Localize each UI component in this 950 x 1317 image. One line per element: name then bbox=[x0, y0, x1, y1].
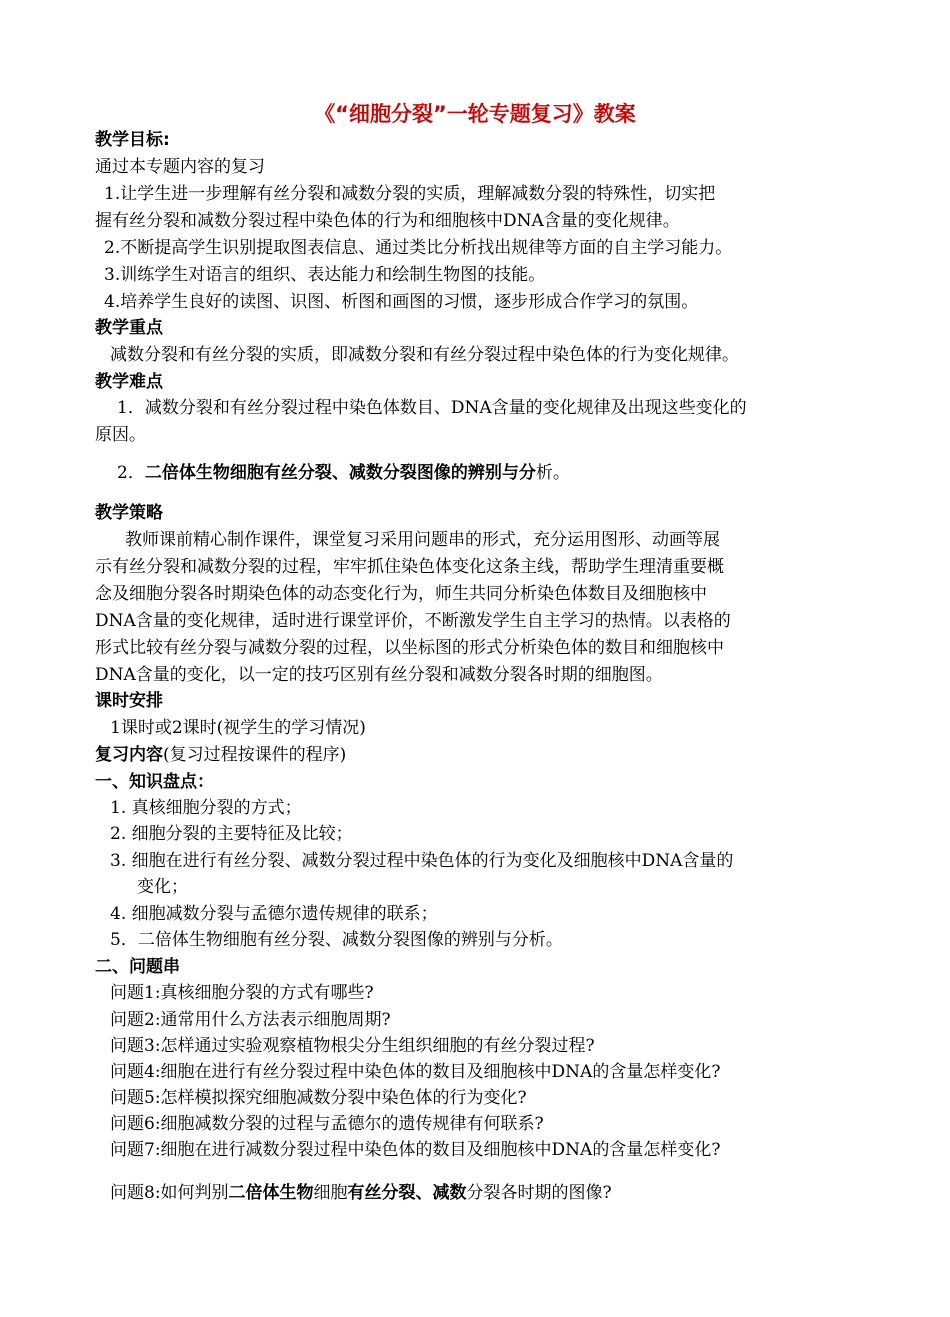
difficulty-1-line-2: 原因。 bbox=[95, 425, 146, 445]
questions-heading: 二、问题串 bbox=[95, 957, 180, 977]
question-4: 问题4:细胞在进行有丝分裂过程中染色体的数目及细胞核中DNA的含量怎样变化? bbox=[110, 1062, 721, 1082]
knowledge-item-1: 1. 真核细胞分裂的方式； bbox=[110, 798, 302, 818]
knowledge-item-3-line-1: 3. 细胞在进行有丝分裂、减数分裂过程中染色体的行为变化及细胞核中DNA含量的 bbox=[110, 851, 734, 871]
question-8-suffix: 分裂各时期的图像? bbox=[466, 1183, 612, 1203]
review-heading: 复习内容 bbox=[95, 745, 163, 765]
question-8-bold-1: 二倍体生物 bbox=[228, 1183, 314, 1203]
knowledge-item-2: 2. 细胞分裂的主要特征及比较； bbox=[110, 824, 353, 844]
question-8 bbox=[110, 1181, 612, 1205]
difficulty-1-line-1: 1．减数分裂和有丝分裂过程中染色体数目、DNA含量的变化规律及出现这些变化的 bbox=[117, 398, 747, 418]
question-6: 问题6:细胞减数分裂的过程与孟德尔的遗传规律有何联系? bbox=[110, 1114, 544, 1134]
difficulty-2-end: 析。 bbox=[535, 463, 570, 483]
review-line bbox=[95, 743, 346, 767]
objective-4: 4.培养学生良好的读图、识图、析图和画图的习惯，逐步形成合作学习的氛围。 bbox=[104, 292, 699, 312]
knowledge-item-4: 4. 细胞减数分裂与孟德尔遗传规律的联系； bbox=[110, 904, 438, 924]
strategy-line-1: 教师课前精心制作课件，课堂复习采用问题串的形式，充分运用图形、动画等展 bbox=[125, 530, 720, 550]
difficulty-2-bold-text: 二倍体生物细胞有丝分裂、减数分裂图像的辨别与分 bbox=[144, 463, 536, 483]
question-2: 问题2:通常用什么方法表示细胞周期? bbox=[110, 1010, 391, 1030]
difficulty-2-number: 2． bbox=[117, 463, 145, 483]
question-7: 问题7:细胞在进行减数分裂过程中染色体的数目及细胞核中DNA的含量怎样变化? bbox=[110, 1140, 721, 1160]
schedule-text: 1课时或2课时(视学生的学习情况) bbox=[110, 718, 366, 738]
strategy-line-3: 念及细胞分裂各时期染色体的动态变化行为，师生共同分析染色体数目及细胞核中 bbox=[95, 584, 707, 604]
objectives-intro: 通过本专题内容的复习 bbox=[95, 157, 265, 177]
strategy-line-6: DNA含量的变化，以一定的技巧区别有丝分裂和减数分裂各时期的细胞图。 bbox=[95, 665, 663, 685]
strategy-line-5: 形式比较有丝分裂与减数分裂的过程，以坐标图的形式分析染色体的数目和细胞核中 bbox=[95, 638, 724, 658]
question-5: 问题5:怎样模拟探究细胞减数分裂中染色体的行为变化? bbox=[110, 1088, 527, 1108]
objective-2: 2.不断提高学生识别提取图表信息、通过类比分析找出规律等方面的自主学习能力。 bbox=[104, 238, 733, 258]
difficulty-2 bbox=[117, 461, 570, 485]
question-8-mid: 细胞 bbox=[313, 1183, 348, 1203]
key-points-heading: 教学重点 bbox=[95, 318, 163, 338]
question-3: 问题3:怎样通过实验观察植物根尖分生组织细胞的有丝分裂过程? bbox=[110, 1036, 595, 1056]
review-note: (复习过程按课件的程序) bbox=[163, 745, 347, 765]
knowledge-item-3-line-2: 变化； bbox=[137, 877, 188, 897]
question-1: 问题1:真核细胞分裂的方式有哪些? bbox=[110, 983, 374, 1003]
knowledge-item-5: 5．二倍体生物细胞有丝分裂、减数分裂图像的辨别与分析。 bbox=[110, 930, 563, 950]
objective-3: 3.训练学生对语言的组织、表达能力和绘制生物图的技能。 bbox=[104, 265, 546, 285]
schedule-heading: 课时安排 bbox=[95, 691, 163, 711]
objectives-heading: 教学目标: bbox=[95, 130, 170, 150]
strategy-heading: 教学策略 bbox=[95, 503, 163, 523]
objective-1-line-1: 1.让学生进一步理解有丝分裂和减数分裂的实质，理解减数分裂的特殊性，切实把 bbox=[104, 184, 716, 204]
difficulties-heading: 教学难点 bbox=[95, 372, 163, 392]
knowledge-heading: 一、知识盘点： bbox=[95, 772, 214, 792]
strategy-line-4: DNA含量的变化规律，适时进行课堂评价，不断激发学生自主学习的热情。以表格的 bbox=[95, 611, 731, 631]
objective-1-line-2: 握有丝分裂和减数分裂过程中染色体的行为和细胞核中DNA含量的变化规律。 bbox=[95, 211, 680, 231]
strategy-line-2: 示有丝分裂和减数分裂的过程，牢牢抓住染色体变化这条主线，帮助学生理清重要概 bbox=[95, 557, 724, 577]
document-title: 《“细胞分裂”一轮专题复习》教案 bbox=[314, 102, 636, 126]
question-8-prefix: 问题8:如何判别 bbox=[110, 1183, 229, 1203]
question-8-bold-2: 有丝分裂、减数 bbox=[347, 1183, 467, 1203]
key-points-text: 减数分裂和有丝分裂的实质，即减数分裂和有丝分裂过程中染色体的行为变化规律。 bbox=[110, 345, 739, 365]
